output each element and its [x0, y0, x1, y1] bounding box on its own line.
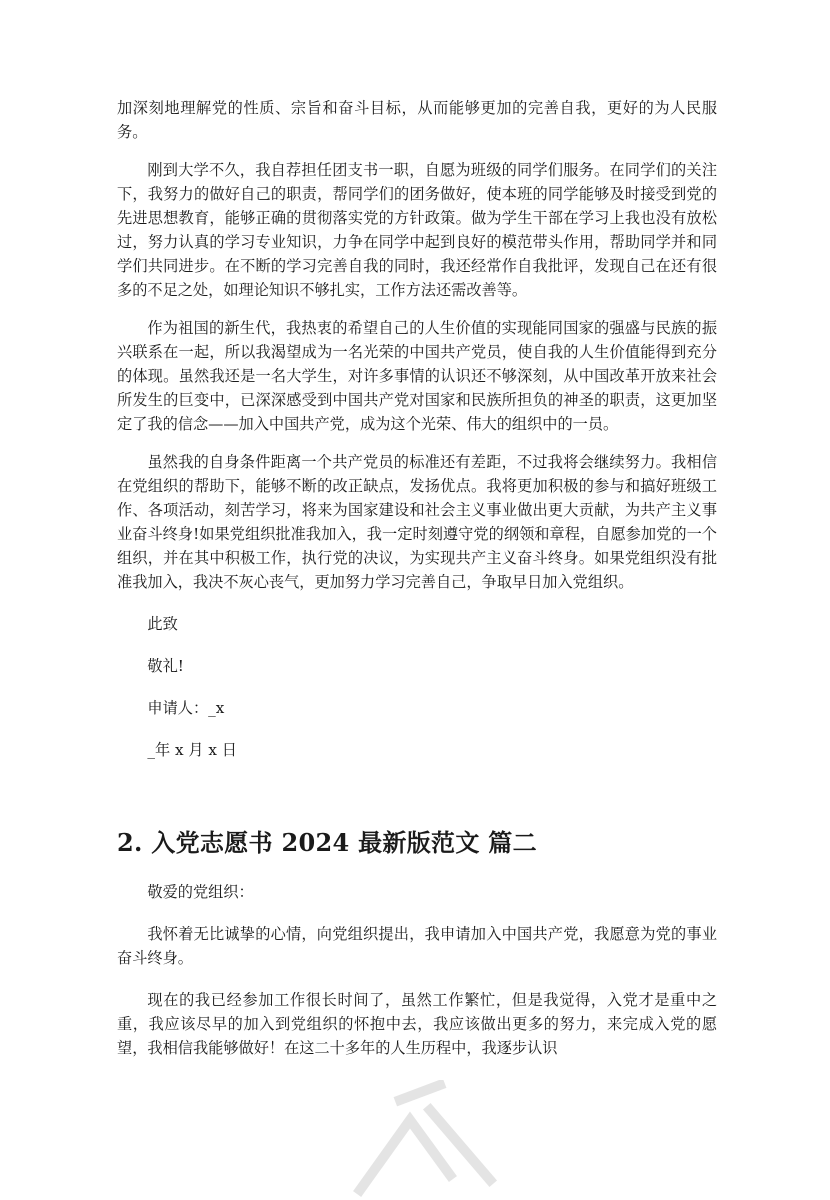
document-body	[117, 96, 717, 1060]
closing-line-2: 敬礼!	[147, 657, 184, 675]
applicant-line: 申请人：_x	[147, 699, 225, 717]
paragraph-2: 刚到大学不久，我自荐担任团支书一职，自愿为班级的同学们服务。在同学们的关注下，我努力的做好自己的职责，帮同学们的团务做好，使本班的同学能够及时接受到党的先进思想教育，能够正确的贯彻落实党的方针政策。做为学生干部在学习上我也没有放松过，努力认真的学习专业知识，力争在同学中起到良好的模范带头作用，帮助同学并和同学们共同进步。在不断的学习完善自我的同时，我还经常作自我批评，发现自己在还有很多的不足之处，如理论知识不够扎实，工作方法还需改善等。	[117, 161, 717, 299]
paragraph-3: 作为祖国的新生代，我热衷的希望自己的人生价值的实现能同国家的强盛与民族的振兴联系在一起，所以我渴望成为一名光荣的中国共产党员，使自我的人生价值能得到充分的体现。虽然我还是一名大学生，对许多事情的认识还不够深刻，从中国改革开放来社会所发生的巨变中，已深深感受到中国共产党对国家和民族所担负的神圣的职责，这更加坚定了我的信念——加入中国共产党，成为这个光荣、伟大的组织中的一员。	[117, 319, 717, 433]
date-line: _年 x 月 x 日	[147, 741, 237, 759]
closing-line-1: 此致	[147, 615, 178, 633]
paragraph-4: 虽然我的自身条件距离一个共产党员的标准还有差距，不过我将会继续努力。我相信在党组织的帮助下，能够不断的改正缺点，发扬优点。我将更加积极的参与和搞好班级工作、各项活动，刻苦学习，将来为国家建设和社会主义事业做出更大贡献，为共产主义事业奋斗终身!如果党组织批准我加入，我一定时刻遵守党的纲领和章程，自愿参加党的一个组织，并在其中积极工作，执行党的决议，为实现共产主义奋斗终身。如果党组织没有批准我加入，我决不灰心丧气，更加努力学习完善自己，争取早日加入党组织。	[117, 453, 717, 591]
paragraph-1: 加深刻地理解党的性质、宗旨和奋斗目标，从而能够更加的完善自我，更好的为人民服务。	[117, 99, 717, 141]
section-heading: 2. 入党志愿书 2024 最新版范文 篇二	[117, 828, 537, 857]
paragraph-6: 现在的我已经参加工作很长时间了，虽然工作繁忙，但是我觉得，入党才是重中之重，我应该尽早的加入到党组织的怀抱中去，我应该做出更多的努力，来完成入党的愿望，我相信我能够做好！在这二十多年的人生历程中，我逐步认识	[117, 991, 717, 1057]
salutation: 敬爱的党组织：	[147, 883, 254, 901]
paragraph-5: 我怀着无比诚挚的心情，向党组织提出，我申请加入中国共产党，我愿意为党的事业奋斗终身。	[117, 925, 717, 967]
watermark-icon	[340, 1080, 510, 1200]
